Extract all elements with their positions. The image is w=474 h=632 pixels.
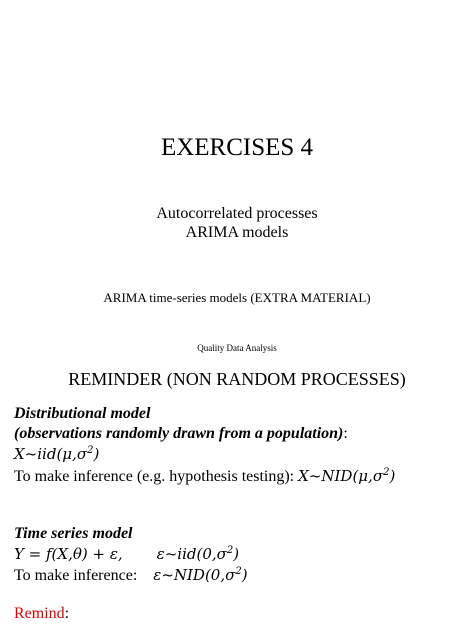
equation-error-nid-square: 2 [235, 566, 242, 577]
distributional-subtitle-colon: : [343, 425, 348, 442]
extra-material-note: ARIMA time-series models (EXTRA MATERIAL) [103, 290, 371, 305]
remind-colon: : [64, 605, 70, 622]
inference-text-2: To make inference: [14, 567, 138, 584]
remind-line [14, 605, 69, 623]
equation-nid-square: 2 [383, 467, 390, 478]
inference-line-2 [14, 566, 248, 585]
inference-line [14, 467, 395, 486]
equation-model: Y = f(X,θ) + ε, [14, 545, 123, 563]
equation-nid [298, 467, 395, 485]
equation-iid-close: ) [93, 445, 100, 463]
equation-nid-close: ) [389, 467, 396, 485]
distributional-subtitle-text: (observations randomly drawn from a population) [14, 425, 344, 442]
equation-error-iid-square: 2 [226, 545, 234, 556]
subtitle-line-1: Autocorrelated processes [156, 205, 318, 222]
distributional-model-title: Distributional model [14, 405, 151, 422]
equation-error-iid-text: ε~iid(0,σ [156, 545, 227, 563]
reminder-heading: REMINDER (NON RANDOM PROCESSES) [68, 369, 406, 389]
time-series-equation-line [14, 545, 239, 563]
equation-error-iid-close: ) [233, 545, 240, 563]
equation-error-nid [153, 566, 247, 584]
distributional-model-subtitle [14, 425, 348, 443]
equation-error-nid-close: ) [241, 566, 248, 584]
equation-nid-text: X~NID(μ,σ [298, 467, 384, 485]
footer-course-name: Quality Data Analysis [197, 343, 277, 353]
equation-iid [14, 445, 99, 463]
slide-title: EXERCISES 4 [160, 134, 314, 161]
equation-iid-text: X~iid(μ,σ [14, 445, 88, 463]
subtitle-line-2: ARIMA models [185, 224, 289, 241]
equation-error-nid-text: ε~NID(0,σ [153, 566, 236, 584]
equation-iid-square: 2 [87, 445, 94, 456]
remind-label: Remind [14, 605, 65, 622]
inference-text: To make inference (e.g. hypothesis testing): [14, 468, 299, 485]
time-series-model-title: Time series model [14, 525, 133, 542]
